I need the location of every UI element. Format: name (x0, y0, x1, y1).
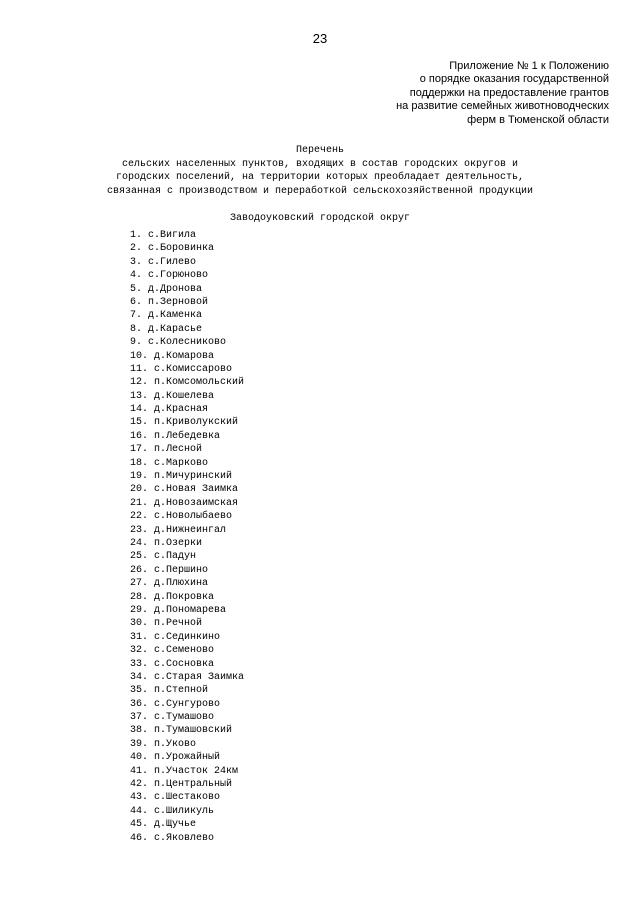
settlement-item: 5. д.Дронова (130, 283, 203, 295)
settlement-item: 32. с.Семеново (130, 645, 215, 657)
appendix-line: о порядке оказания государственной (419, 73, 609, 86)
settlement-item: 41. п.Участок 24км (130, 765, 239, 777)
settlement-item: 1. с.Вигила (130, 230, 197, 241)
settlement-item: 20. с.Новая Заимка (130, 484, 239, 496)
settlement-item: 4. с.Горюново (130, 270, 209, 282)
settlement-item: 26. с.Першино (130, 564, 209, 576)
settlement-item: 27. д.Плюхина (130, 578, 209, 590)
settlement-item: 14. д.Красная (130, 404, 209, 416)
settlement-item: 28. д.Покровка (130, 591, 215, 603)
settlement-item: 25. с.Падун (130, 551, 197, 563)
settlement-list (130, 229, 244, 845)
settlement-item: 11. с.Комиссарово (130, 363, 233, 375)
settlement-item: 40. п.Урожайный (130, 752, 221, 764)
settlement-item: 45. д.Щучье (130, 819, 197, 831)
document-heading (0, 144, 640, 198)
settlement-item: 38. п.Тумашовский (130, 725, 233, 737)
settlement-item: 23. д.Нижнеингал (130, 524, 227, 536)
heading-line: городских поселений, на территории которых преобладает деятельность, (115, 172, 525, 183)
settlement-item: 44. с.Шиликуль (130, 805, 215, 817)
settlement-item: 12. п.Комсомольский (130, 377, 245, 389)
settlement-item: 18. с.Марково (130, 457, 209, 469)
settlement-item: 6. п.Зерновой (130, 296, 209, 308)
settlement-item: 15. п.Криволукский (130, 417, 239, 429)
settlement-item: 22. с.Новолыбаево (130, 511, 233, 523)
district-title: Заводоуковский городской округ (229, 213, 411, 224)
settlement-item: 43. с.Шестаково (130, 792, 221, 804)
settlement-item: 37. с.Тумашово (130, 712, 215, 724)
settlement-item: 19. п.Мичуринский (130, 471, 233, 483)
settlement-item: 17. п.Лесной (130, 444, 203, 456)
settlement-item: 35. п.Степной (130, 685, 209, 697)
settlement-item: 2. с.Боровинка (130, 243, 215, 255)
settlement-item: 34. с.Старая Заимка (130, 671, 245, 683)
settlement-item: 29. д.Пономарева (130, 604, 227, 616)
heading-line: сельских населенных пунктов, входящих в состав городских округов и (121, 158, 519, 170)
settlement-item: 8. д.Карасье (130, 323, 203, 335)
page-number: 23 (312, 31, 328, 46)
appendix-note (309, 60, 609, 127)
appendix-line: на развитие семейных животноводческих (396, 100, 609, 113)
settlement-item: 42. п.Центральный (130, 779, 233, 791)
settlement-item: 16. п.Лебедевка (130, 430, 221, 442)
settlement-item: 46. с.Яковлево (130, 832, 215, 844)
appendix-line: ферм в Тюменской области (467, 113, 609, 126)
settlement-item: 10. д.Комарова (130, 350, 215, 362)
settlement-item: 24. п.Озерки (130, 537, 203, 549)
settlement-item: 3. с.Гилево (130, 256, 197, 268)
settlement-item: 31. с.Сединкино (130, 631, 221, 643)
settlement-item: 30. п.Речной (130, 618, 203, 630)
heading-line: связанная с производством и переработкой сельскохозяйственной продукции (106, 185, 534, 197)
settlement-item: 9. с.Колесниково (130, 337, 227, 349)
settlement-item: 39. п.Уково (130, 738, 197, 750)
appendix-line: Приложение № 1 к Положению (449, 60, 609, 72)
settlement-item: 33. с.Сосновка (130, 658, 215, 670)
heading-title: Перечень (295, 145, 344, 156)
appendix-line: поддержки на предоставление грантов (409, 86, 609, 99)
settlement-item: 13. д.Кошелева (130, 390, 215, 402)
settlement-item: 36. с.Сунгурово (130, 698, 221, 710)
settlement-item: 7. д.Каменка (130, 310, 203, 322)
settlement-item: 21. д.Новозаимская (130, 497, 239, 509)
